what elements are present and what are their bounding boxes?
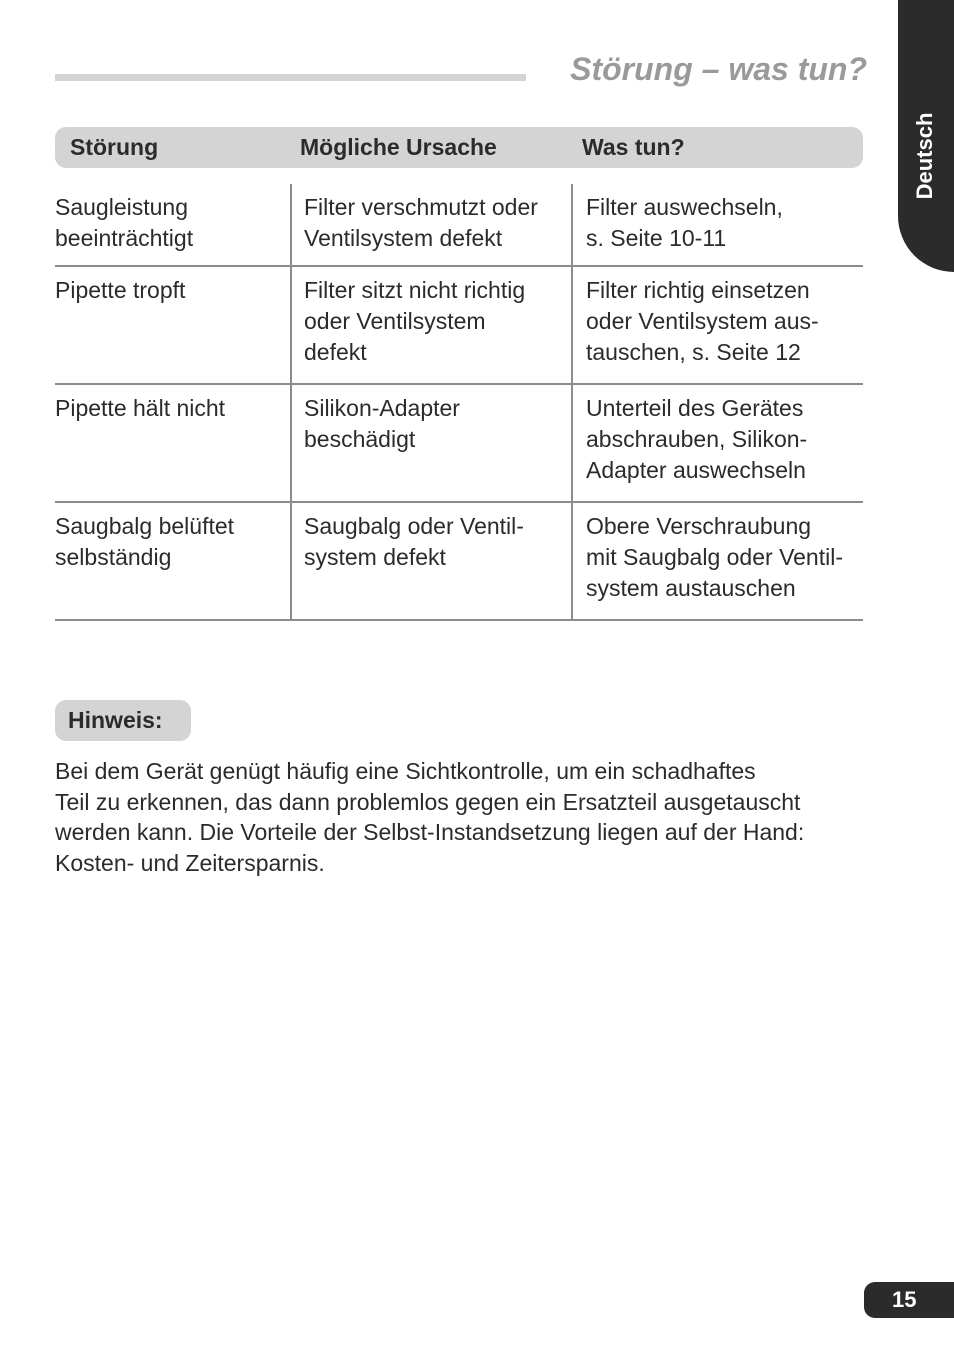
cell-problem: Pipette hält nicht [55,395,226,421]
cell-remedy: Filter auswechseln, s. Seite 10-11 [586,194,783,251]
cell-remedy: Unterteil des Gerätes abschrauben, Silikon- Adapter auswechseln [586,395,808,483]
column-divider [290,503,292,619]
column-divider [290,267,292,383]
page-number: 15 [864,1282,954,1318]
cell-cause: Filter verschmutzt oder Ventilsystem defekt [304,194,538,251]
cell-cause: Silikon-Adapter beschädigt [304,395,460,452]
title-rule [55,74,526,81]
table-row [55,503,863,621]
table-row [55,267,863,385]
cell-problem: Saugleistung beeinträchtigt [55,194,194,251]
column-divider [571,503,573,619]
page-title: Störung – was tun? [570,51,867,87]
note-line: Bei dem Gerät genügt häufig eine Sichtkontrolle, um ein schadhaftes [55,758,756,784]
table-row [55,184,863,267]
column-divider [571,267,573,383]
column-header-remedy: Was tun? [582,134,685,160]
table-row [55,385,863,503]
column-divider [571,184,573,265]
column-header-cause: Mögliche Ursache [300,134,497,160]
column-divider [571,385,573,501]
cell-remedy: Obere Verschraubung mit Saugbalg oder Ventil- system austauschen [586,513,843,601]
troubleshooting-table [55,184,863,621]
column-divider [290,385,292,501]
column-header-problem: Störung [70,134,159,160]
cell-cause: Filter sitzt nicht richtig oder Ventilsystem defekt [304,277,526,365]
cell-problem: Saugbalg belüftet selbständig [55,513,235,570]
cell-problem: Pipette tropft [55,277,186,303]
note-line: Teil zu erkennen, das dann problemlos gegen ein Ersatzteil ausgetauscht [55,788,801,815]
cell-remedy: Filter richtig einsetzen oder Ventilsystem aus- tauschen, s. Seite 12 [586,277,819,365]
note-line: werden kann. Die Vorteile der Selbst-Instandsetzung liegen auf der Hand: [55,819,805,845]
note-line: Kosten- und Zeitersparnis. [55,849,325,876]
table-header [55,127,863,168]
cell-cause: Saugbalg oder Ventil- system defekt [304,513,524,570]
note-label: Hinweis: [55,700,191,741]
note-text [55,756,875,878]
language-tab-label: Deutsch [912,112,937,200]
column-divider [290,184,292,265]
